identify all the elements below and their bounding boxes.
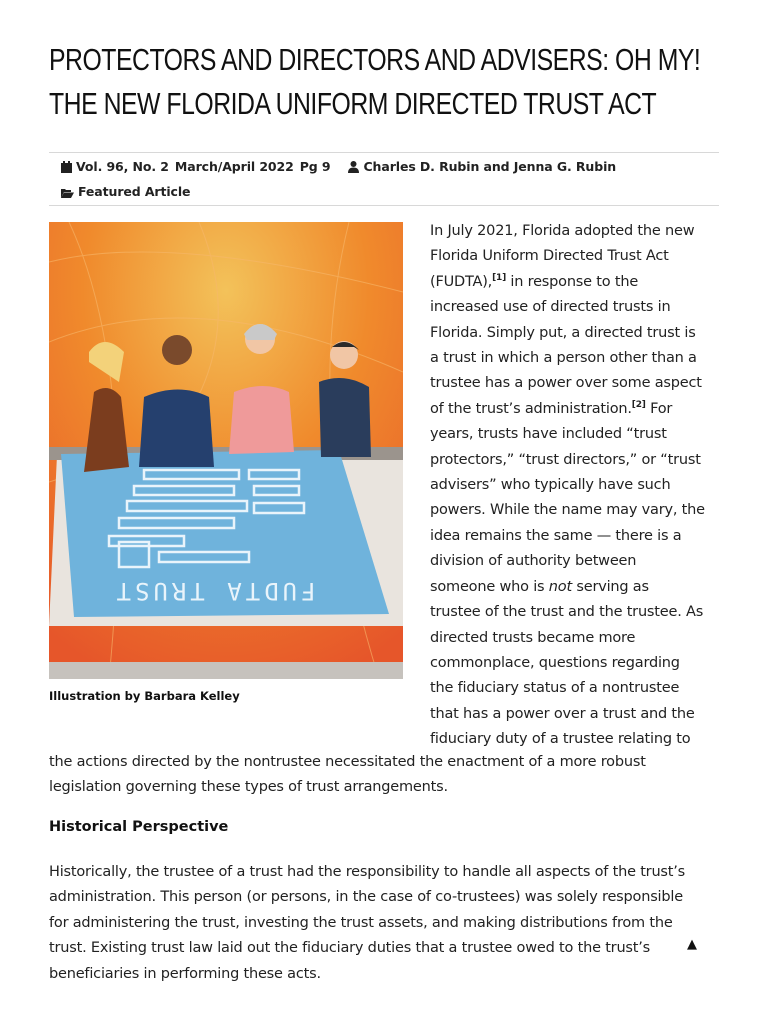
intro-line: that has a power over a trust and the [430,705,695,722]
intro-line: of the trust’s administration.[2] For [430,399,673,417]
page-number: Pg 9 [299,159,331,174]
intro-line: trustee has a power over some aspect [430,375,702,392]
intro-line: legislation governing these types of trust arrangements. [49,779,448,796]
intro-paragraph-column [430,219,722,753]
intro-line: years, trusts have included “trust [430,426,667,443]
intro-line: someone who is not serving as [430,578,649,595]
intro-line: Florida Uniform Directed Trust Act [430,248,669,265]
issue-date: March/April 2022 [174,159,294,174]
article-meta [49,152,719,206]
intro-line: In July 2021, Florida adopted the new [430,223,695,239]
intro-line: division of authority between [430,553,637,570]
intro-line: powers. While the name may vary, the [430,502,705,519]
intro-line: (FUDTA),[1] in response to the [430,272,639,290]
intro-line: directed trusts became more [430,629,636,646]
article-authors[interactable]: Charles D. Rubin and Jenna G. Rubin [363,159,617,174]
user-icon [348,161,359,176]
footnote-link-1[interactable]: [1] [492,272,506,283]
footnote-link-2[interactable]: [2] [631,399,646,410]
historical-paragraph [49,860,729,987]
intro-line: a trust in which a person other than a [430,350,697,367]
intro-line: the fiduciary status of a nontrustee [430,680,680,697]
intro-line: trustee of the trust and the trustee. As [430,604,704,621]
paragraph-line: beneficiaries in performing these acts. [49,965,321,982]
article-illustration [49,222,403,679]
paragraph-line: Historically, the trustee of a trust had the responsibility to handle all aspects of the trust’s [49,864,686,880]
paragraph-line: trust. Existing trust law laid out the fiduciary duties that a trustee owed to the trust’s [49,940,651,957]
illustration-caption: Illustration by Barbara Kelley [49,689,240,703]
intro-line: fiduciary duty of a trustee relating to [430,731,691,748]
article-category[interactable]: Featured Article [78,184,191,199]
intro-line: Florida. Simply put, a directed trust is [430,324,696,341]
intro-line: advisers” who typically have such [430,477,671,494]
intro-line: idea remains the same — there is a [430,527,682,544]
intro-paragraph-continuation [49,750,729,801]
folder-open-icon [61,186,74,201]
paragraph-line: for administering the trust, investing the trust assets, and making distributions from the [49,914,673,931]
section-heading: Historical Perspective [49,819,229,835]
calendar-icon [61,161,72,176]
intro-line: commonplace, questions regarding [430,654,680,671]
intro-line: increased use of directed trusts in [430,299,671,316]
svg-text:FUDTA TRUST: FUDTA TRUST [112,577,316,605]
paragraph-line: administration. This person (or persons, in the case of co-trustees) was solely responsible [49,889,683,906]
intro-line: the actions directed by the nontrustee necessitated the enactment of a more robust [49,754,646,770]
intro-line: protectors,” “trust directors,” or “trust [430,451,701,468]
volume-issue: Vol. 96, No. 2 [76,159,169,174]
article-title: PROTECTORS AND DIRECTORS AND ADVISERS: OH MY! THE NEW FLORIDA UNIFORM DIRECTED TRUST ACT [49,42,701,121]
back-to-top-icon[interactable]: ▲ [687,937,697,952]
